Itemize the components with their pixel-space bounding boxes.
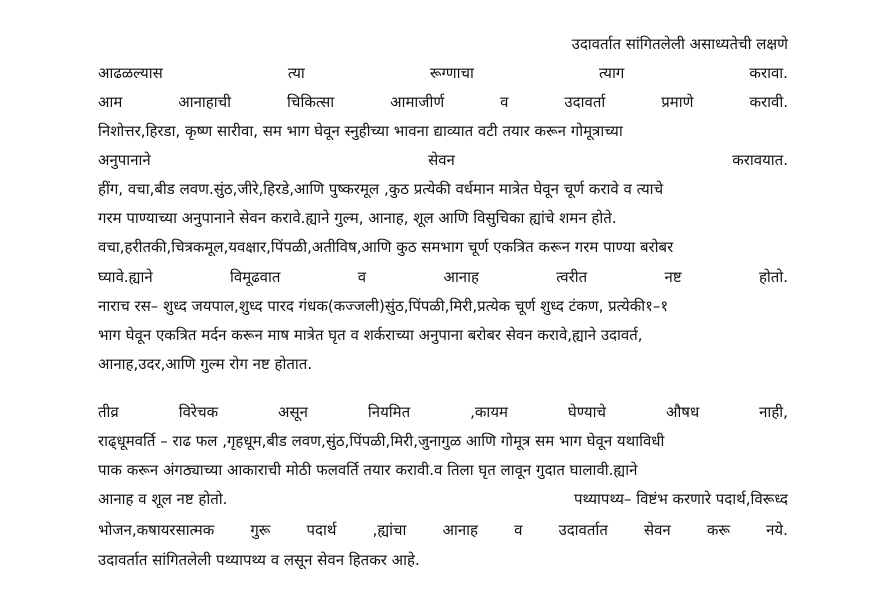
text-line-16 xyxy=(98,486,788,512)
word: औषध xyxy=(665,403,700,421)
text-line-4: निशोत्तर,हिरडा, कृष्ण सारीवा, सम भाग घेवून स्नुहीच्या भावना द्याव्यात वटी तयार करून गोमूत्राच्या xyxy=(98,122,623,140)
word: व xyxy=(514,521,523,539)
word: रूग्णाचा xyxy=(429,64,474,82)
word: विमूढवात xyxy=(230,268,281,286)
text-line-5 xyxy=(98,147,788,173)
word: तीव्र xyxy=(98,403,119,421)
text-line-18: उदावर्तात सांगितलेली पथ्यापथ्य व लसून सेवन हितकर आहे. xyxy=(98,551,420,569)
word: सेवन xyxy=(643,521,671,539)
word: आढळल्यास xyxy=(98,64,163,82)
word: होतो. xyxy=(758,268,788,286)
word: आम xyxy=(98,93,123,111)
word: करावी. xyxy=(749,93,788,111)
word: ,ह्यांचा xyxy=(372,521,407,539)
word: नाही, xyxy=(759,403,788,421)
word: नियमित xyxy=(367,403,411,421)
word: भोजन,कषायरसात्मक xyxy=(98,521,215,539)
text-line-11: भाग घेवून एकत्रित मर्दन करून माष मात्रेत घृत व शर्कराच्या अनुपाना बरोबर सेवन करावे,ह्याने उदावर्त, xyxy=(98,326,643,344)
word: आनाहाची xyxy=(178,93,232,111)
word: त्याग xyxy=(598,64,625,82)
word: आनाह xyxy=(443,268,479,286)
word: सेवन xyxy=(428,151,455,169)
word: करावा. xyxy=(749,64,788,82)
word: नये. xyxy=(766,521,788,539)
text-line-17 xyxy=(98,517,788,543)
word: व xyxy=(500,93,509,111)
word: त्या xyxy=(287,64,305,82)
text-line-12: आनाह,उदर,आणि गुल्म रोग नष्ट होतात. xyxy=(98,355,313,373)
word: ,कायम xyxy=(470,403,508,421)
line-right-part: पथ्यापथ्य– विष्टंभ करणारे पदार्थ,विरूध्द xyxy=(574,490,788,508)
text-line-9 xyxy=(98,264,788,290)
line-left-part: आनाह व शूल नष्ट होतो. xyxy=(98,490,228,508)
word: करावयात. xyxy=(732,151,788,169)
word: विरेचक xyxy=(178,403,219,421)
text-line-2 xyxy=(98,60,788,86)
word: घ्यावे.ह्याने xyxy=(98,268,153,286)
word: करू xyxy=(706,521,731,539)
word: प्रमाणे xyxy=(661,93,694,111)
text-line-1: उदावर्तात सांगितलेली असाध्यतेची लक्षणे xyxy=(571,35,788,53)
word: चिकित्सा xyxy=(287,93,335,111)
text-line-14: राढ्धूमवर्ति – राढ फल ,गृहधूम,बीड लवण,सुंठ,पिंपळी,मिरी,जुनागुळ आणि गोमूत्र सम भाग घेवून यथाविधी xyxy=(98,432,665,450)
text-line-8: वचा,हरीतकी,चित्रकमूल,यवक्षार,पिंपळी,अतीविष,आणि कुठ समभाग चूर्ण एकत्रित करून गरम पाण्या बरोबर xyxy=(98,238,674,256)
word: पदार्थ xyxy=(306,521,337,539)
word: व xyxy=(357,268,367,286)
text-line-6: हींग, वचा,बीड लवण.सुंठ,जीरे,हिरडे,आणि पुष्करमूल ,कुठ प्रत्येकी वर्धमान मात्रेत घेवून चूर्ण करावे व त्याचे xyxy=(98,180,664,198)
word: आमाजीर्ण xyxy=(390,93,445,111)
word: त्वरीत xyxy=(556,268,588,286)
text-line-3 xyxy=(98,89,788,115)
word: उदावर्ता xyxy=(564,93,606,111)
text-line-13 xyxy=(98,399,788,425)
text-line-7: गरम पाण्याच्या अनुपानाने सेवन करावे.ह्याने गुल्म, आनाह, शूल आणि विसुचिका ह्यांचे शमन होते. xyxy=(98,209,617,227)
word: आनाह xyxy=(442,521,479,539)
word: असून xyxy=(278,403,308,421)
word: गुरू xyxy=(250,521,271,539)
text-line-15: पाक करून अंगठ्याच्या आकाराची मोठी फलवर्ति तयार करावी.व तिला घृत लावून गुदात घालावी.ह्याने xyxy=(98,461,638,479)
text-line-10: नाराच रस– शुध्द जयपाल,शुध्द पारद गंधक(कज्जली)सुंठ,पिंपळी,मिरी,प्रत्येक चूर्ण शुध्द टंकण, प्रत्येकी१–१ xyxy=(98,297,669,315)
word: अनुपानाने xyxy=(98,151,151,169)
word: घेण्याचे xyxy=(567,403,607,421)
word: नष्ट xyxy=(664,268,682,286)
word: उदावर्तात xyxy=(558,521,608,539)
